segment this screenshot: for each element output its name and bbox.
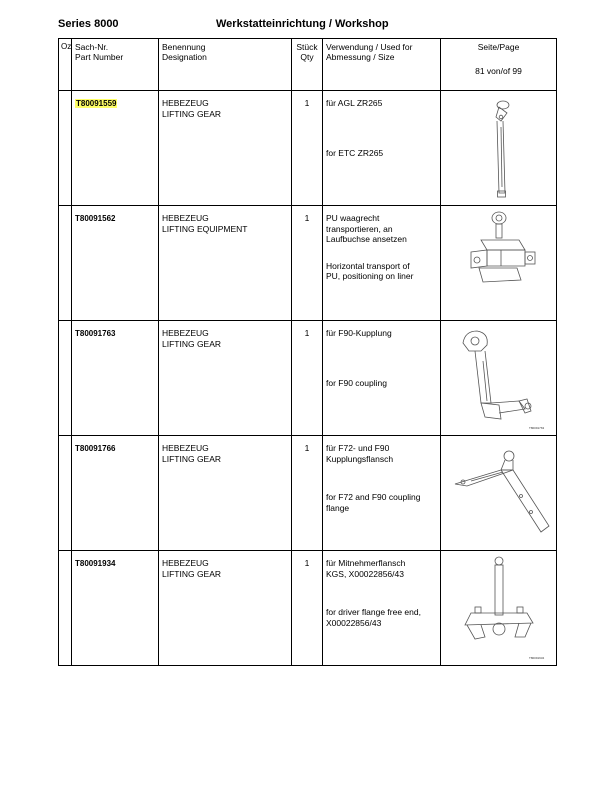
image-cell xyxy=(441,206,557,321)
qty-cell xyxy=(292,91,323,206)
use-de-line: für F72- und F90 xyxy=(326,443,390,453)
use-en-line: for F72 and F90 coupling xyxy=(326,492,421,502)
designation-de: HEBEZEUG xyxy=(162,213,209,223)
col-qty-en: Qty xyxy=(300,52,314,62)
designation-de: HEBEZEUG xyxy=(162,443,209,453)
table-header-row xyxy=(59,39,557,91)
table-row xyxy=(59,206,557,321)
qty: 1 xyxy=(304,213,310,223)
col-qty-header xyxy=(292,39,323,91)
part-number[interactable]: T80091763 xyxy=(75,329,116,338)
col-use-de: Verwendung / Used for xyxy=(326,42,413,52)
spacer xyxy=(326,109,437,148)
oz-cell xyxy=(59,91,72,206)
spacer xyxy=(326,245,437,261)
spacer xyxy=(326,579,437,607)
designation-cell xyxy=(159,321,292,436)
designation-de: HEBEZEUG xyxy=(162,328,209,338)
table-row xyxy=(59,91,557,206)
qty-cell xyxy=(292,321,323,436)
image-code: T80091763 xyxy=(529,426,545,430)
qty-cell xyxy=(292,436,323,551)
designation-en: LIFTING GEAR xyxy=(162,568,222,579)
page-info: 81 von/of 99 xyxy=(475,66,522,76)
part-number[interactable]: T80091766 xyxy=(75,444,116,453)
oz-cell xyxy=(59,551,72,666)
designation-de: HEBEZEUG xyxy=(162,98,209,108)
col-part-de: Sach-Nr. xyxy=(75,42,109,52)
designation-cell xyxy=(159,551,292,666)
part-number-cell xyxy=(72,91,159,206)
col-page-header xyxy=(441,39,557,91)
col-use-header xyxy=(323,39,441,91)
col-use-en: Abmessung / Size xyxy=(326,52,395,62)
col-desig-en: Designation xyxy=(162,52,207,62)
use-en-line: for ETC ZR265 xyxy=(326,147,384,158)
col-desig-de: Benennung xyxy=(162,42,206,52)
designation-cell xyxy=(159,436,292,551)
designation-en: LIFTING GEAR xyxy=(162,108,222,119)
use-en-line: flange xyxy=(326,502,350,513)
lifting-gear-rod-illustration xyxy=(441,91,557,205)
qty-cell xyxy=(292,206,323,321)
use-de-line: für AGL ZR265 xyxy=(326,98,383,108)
part-number-cell xyxy=(72,436,159,551)
image-cell xyxy=(441,321,557,436)
col-part-header xyxy=(72,39,159,91)
part-number-cell xyxy=(72,551,159,666)
spacer xyxy=(326,464,437,492)
table-row xyxy=(59,321,557,436)
part-number-cell xyxy=(72,206,159,321)
col-designation-header xyxy=(159,39,292,91)
qty: 1 xyxy=(304,328,310,338)
oz-cell xyxy=(59,321,72,436)
use-de-line: transportieren, an xyxy=(326,223,393,234)
col-part-en: Part Number xyxy=(75,52,124,62)
use-cell xyxy=(323,91,441,206)
use-de-line: PU waagrecht xyxy=(326,213,380,223)
use-de-line: Laufbuchse ansetzen xyxy=(326,234,407,244)
page-title: Werkstatteinrichtung / Workshop xyxy=(216,18,389,30)
designation-en: LIFTING GEAR xyxy=(162,338,222,349)
part-number[interactable]: T80091562 xyxy=(75,214,116,223)
use-de-line: für F90-Kupplung xyxy=(326,328,392,338)
image-cell xyxy=(441,551,557,666)
coupling-lifter-illustration xyxy=(441,321,557,435)
driver-flange-lifter-illustration xyxy=(441,551,557,665)
use-cell xyxy=(323,436,441,551)
col-qty-de: Stück xyxy=(296,42,318,52)
page-label: Seite/Page xyxy=(477,42,520,52)
part-number[interactable]: T80091934 xyxy=(75,559,116,568)
image-cell xyxy=(441,436,557,551)
part-number-cell xyxy=(72,321,159,436)
designation-en: LIFTING GEAR xyxy=(162,453,222,464)
parts-table xyxy=(58,38,557,666)
use-en-line: Horizontal transport of xyxy=(326,260,410,271)
qty: 1 xyxy=(304,558,310,568)
table-row xyxy=(59,551,557,666)
qty-cell xyxy=(292,551,323,666)
flange-lifter-illustration xyxy=(441,436,557,550)
use-en-line: for driver flange free end, xyxy=(326,607,421,617)
designation-en: LIFTING EQUIPMENT xyxy=(162,223,248,234)
use-en-line: PU, positioning on liner xyxy=(326,271,414,281)
designation-cell xyxy=(159,91,292,206)
col-oz-label: Oz xyxy=(61,42,72,51)
part-number[interactable]: T80091559 xyxy=(76,99,117,108)
image-code: T80091934 xyxy=(529,656,545,660)
use-cell xyxy=(323,206,441,321)
use-de-line: Kupplungsflansch xyxy=(326,453,394,464)
use-en-line: X00022856/43 xyxy=(326,617,382,628)
oz-cell xyxy=(59,436,72,551)
designation-cell xyxy=(159,206,292,321)
use-cell xyxy=(323,321,441,436)
use-cell xyxy=(323,551,441,666)
use-de-line: KGS, X00022856/43 xyxy=(326,568,404,579)
oz-cell xyxy=(59,206,72,321)
designation-de: HEBEZEUG xyxy=(162,558,209,568)
use-en-line: for F90 coupling xyxy=(326,377,387,388)
qty: 1 xyxy=(304,98,310,108)
table-row xyxy=(59,436,557,551)
use-de-line: für Mitnehmerflansch xyxy=(326,558,406,568)
col-oz-header xyxy=(59,39,72,91)
lifting-equipment-frame-illustration xyxy=(441,206,557,320)
series-title: Series 8000 xyxy=(58,18,119,30)
image-cell xyxy=(441,91,557,206)
qty: 1 xyxy=(304,443,310,453)
spacer xyxy=(326,339,437,378)
